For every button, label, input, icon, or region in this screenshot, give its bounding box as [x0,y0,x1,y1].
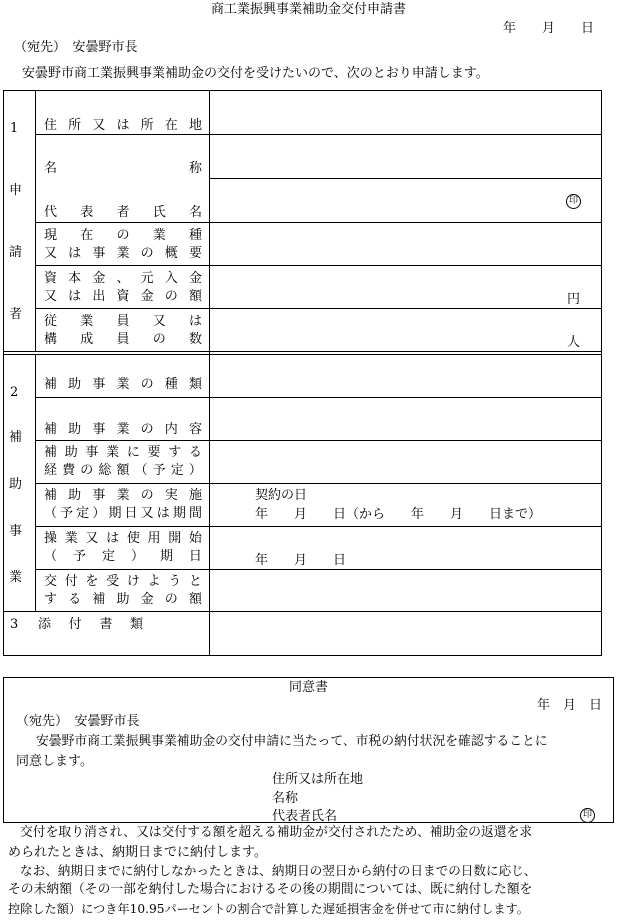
label-name [44,162,202,175]
label-business-type-line2 [44,247,202,260]
label-text: 補 助 事 業 の 実 施 [44,488,202,503]
label-period-line2 [44,507,202,520]
label-subsidy-type [44,378,202,391]
section2-number: 2 [10,385,19,400]
operation-date: 年 月 日 [255,553,347,568]
label-text: 補 助 事 業 の 種 類 [44,377,202,392]
label-total-cost [44,446,202,459]
label-text: 交 付 を 受 け よ う と [44,574,202,589]
footer-line1: 交付を取り消され、又は交付する額を超える補助金が交付されたため、補助金の返還を求 [20,825,533,840]
consent-address-label: 住所又は所在地 [272,772,364,787]
label-text: 代 表 者 氏 名 [44,205,202,220]
label-subsidy-content [44,423,202,436]
label-operation-start-line2 [44,550,202,563]
footer-line3: なお、納期日までに納付しなかったときは、納期日の翌日から納付の日までの日数に応じ、 [20,863,537,878]
label-text: 住 所 又 は 所 在 地 [44,118,202,133]
label-employees [44,315,202,328]
label-total-cost-line2 [44,464,202,477]
label-text: 添 付 書 類 [38,617,143,632]
document-title: 商工業振興事業補助金交付申請書 [210,2,406,17]
section2-char: 補 [9,430,23,445]
section1-char: 者 [9,307,23,322]
label-text: （ 予 定 ） 期 日 [44,549,202,564]
label-text: 又 は 事 業 の 概 要 [44,246,202,261]
section1-number: 1 [10,121,19,136]
label-text: 補 助 事 業 に 要 す る [44,445,202,460]
section3-number: 3 [10,617,19,632]
intro-text: 安曇野市商工業振興事業補助金の交付を受けたいので、次のとおり申請します。 [22,66,489,81]
consent-date: 年 月 日 [537,698,603,713]
section2-char: 助 [9,477,23,492]
period-range: 年 月 日（から 年 月 日まで） [255,507,542,522]
consent-addressee: （宛先） 安曇野市長 [16,714,140,729]
unit-person: 人 [567,335,581,350]
section1-char: 請 [9,245,23,260]
section2-char: 業 [9,570,23,585]
consent-rep-label: 代表者氏名 [272,809,338,824]
label-operation-start [44,532,202,545]
footer-line2: められたときは、納期日までに納付します。 [8,845,267,860]
label-business-type [44,229,202,242]
consent-body-line2: 同意します。 [16,754,93,769]
footer-line5: 控除した額）につき年10.95パーセントの割合で計算した遅延損害金を併せて市に納付します。 [8,902,529,916]
label-subsidy-amount [44,575,202,588]
label-address [44,119,202,132]
label-text: 資 本 金 、 元 入 金 [44,271,202,286]
label-representative [44,206,202,219]
application-date: 年 月 日 [503,21,595,36]
label-text: 構 成 員 の 数 [44,332,202,347]
label-text: 補 助 事 業 の 内 容 [44,422,202,437]
label-text: 経 費 の 総 額 （ 予 定 ） [44,463,202,478]
label-text: 現 在 の 業 種 [44,228,202,243]
label-text: （ 予 定 ） 期 日 又 は 期 間 [44,506,202,521]
consent-name-label: 名称 [272,791,299,806]
label-capital-line2 [44,290,202,303]
label-period [44,489,202,502]
footer-line4: その未納額（その一部を納付した場合におけるその後の期間については、既に納付した額を [8,882,533,897]
label-subsidy-amount-line2 [44,593,202,606]
consent-title: 同意書 [288,680,328,695]
consent-body-line1: 安曇野市商工業振興事業補助金の交付申請に当たって、市税の納付状況を確認することに [36,734,548,749]
seal-mark: 印 [566,194,581,209]
section2-char: 事 [9,524,23,539]
section1-char: 申 [9,183,23,198]
label-employees-line2 [44,333,202,346]
addressee: （宛先） 安曇野市長 [14,40,138,55]
label-text: す る 補 助 金 の 額 [44,592,202,607]
label-text: 名 称 [44,161,202,176]
label-text: 操 業 又 は 使 用 開 始 [44,531,202,546]
unit-yen: 円 [567,292,581,307]
label-capital [44,272,202,285]
label-text: 又 は 出 資 金 の 額 [44,289,202,304]
label-text: 従 業 員 又 は [44,314,202,329]
contract-date-label: 契約の日 [255,488,308,503]
consent-seal-mark: 印 [580,808,595,823]
label-attachments [38,618,143,631]
